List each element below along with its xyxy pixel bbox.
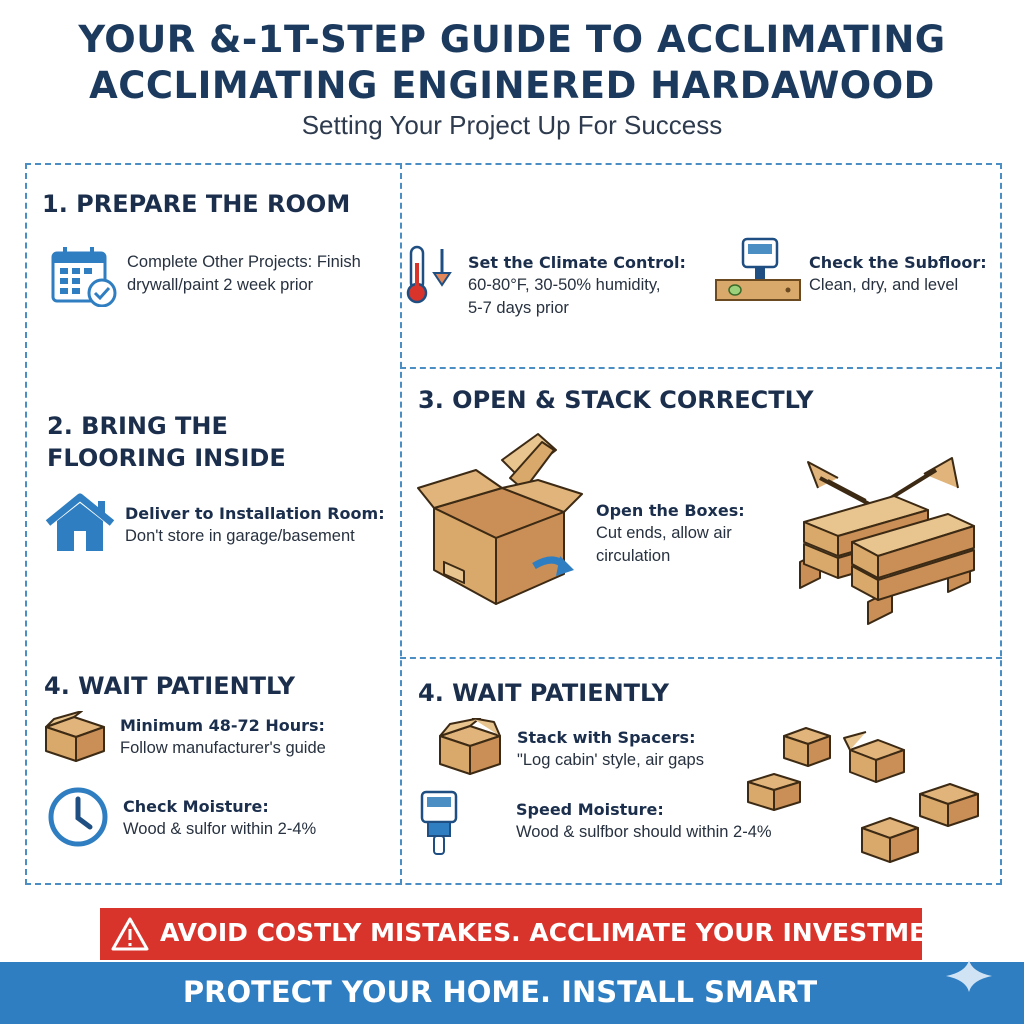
open-box-icon <box>414 430 590 608</box>
subtitle: Setting Your Project Up For Success <box>301 110 723 140</box>
prepare-item-2-line1: 60-80°F, 30-50% humidity, <box>468 276 661 294</box>
sparkle-icon <box>944 958 994 994</box>
bring-item-1-title: Deliver to Installation Room: <box>125 504 385 523</box>
wait-left-item-1 <box>120 715 395 760</box>
clock-icon <box>46 785 110 849</box>
wait-right-item-2-title: Speed Moisture: <box>516 800 664 819</box>
wait-left-item-2-title: Check Moisture: <box>123 797 269 816</box>
row-divider-2 <box>400 657 1002 659</box>
box-icon <box>42 711 108 763</box>
calendar-check-icon <box>50 245 120 307</box>
section-bring-heading-line1: 2. BRING THE <box>47 412 228 440</box>
prepare-item-1-line2: drywall/paint 2 week prior <box>127 276 314 294</box>
prepare-item-1-line1: Finish <box>316 253 361 271</box>
wait-right-item-2-line1: Wood & sulfbor should within 2-4% <box>516 823 772 841</box>
open-item-1-line2: circulation <box>596 547 671 565</box>
thermometer-icon <box>402 243 462 305</box>
warning-text: AVOID COSTLY MISTAKES. ACCLIMATE YOUR INVESTMENT <box>160 918 965 947</box>
prepare-item-1-title-a: Complete Other Projects: <box>127 253 313 271</box>
warning-icon <box>110 916 150 952</box>
bring-item-1-line1: Don't store in garage/basement <box>125 527 355 545</box>
box-icon <box>436 718 504 776</box>
footer-text: PROTECT YOUR HOME. INSTALL SMART <box>182 975 818 1009</box>
section-bring-heading-line2: FLOORING INSIDE <box>47 444 286 472</box>
wait-right-item-1-line1: "Log cabin' style, air gaps <box>517 751 704 769</box>
bring-item-1 <box>125 503 397 548</box>
open-item-1 <box>596 500 786 568</box>
wait-left-item-2-line1: Wood & sulfor within 2-4% <box>123 820 317 838</box>
prepare-item-2-line2: 5-7 days prior <box>468 299 569 317</box>
open-item-1-line1: Cut ends, allow air <box>596 524 732 542</box>
wait-left-item-1-line1: Follow manufacturer's guide <box>120 739 326 757</box>
prepare-item-3 <box>809 252 999 297</box>
title-line-2: ACCLIMATING ENGINERED HARDAWOOD <box>89 64 935 107</box>
title-line-1: YOUR &-1T-STEP GUIDE TO ACCLIMATING <box>78 18 946 61</box>
row-divider-1 <box>400 367 1002 369</box>
section-open-heading: 3. OPEN & STACK CORRECTLY <box>418 386 814 414</box>
stacked-planks-icon <box>798 452 978 630</box>
house-icon <box>44 493 116 555</box>
section-bring-heading <box>47 410 286 474</box>
level-meter-icon <box>713 236 803 306</box>
wait-right-item-1 <box>517 727 767 772</box>
moisture-meter-icon <box>418 790 460 858</box>
section-wait-left-heading: 4. WAIT PATIENTLY <box>44 672 295 700</box>
prepare-item-3-line1: Clean, dry, and level <box>809 276 959 294</box>
prepare-item-3-title: Check the Subfloor: <box>809 253 987 272</box>
scattered-boxes-icon <box>744 722 994 870</box>
prepare-item-2 <box>468 252 698 320</box>
wait-left-item-1-title: Minimum 48-72 Hours: <box>120 716 325 735</box>
prepare-item-2-title: Set the Climate Control: <box>468 253 686 272</box>
header <box>0 0 1024 150</box>
prepare-item-1 <box>127 251 392 297</box>
open-item-1-title: Open the Boxes: <box>596 501 745 520</box>
wait-right-item-1-title: Stack with Spacers: <box>517 728 696 747</box>
section-prepare-heading: 1. PREPARE THE ROOM <box>42 190 351 218</box>
section-wait-right-heading: 4. WAIT PATIENTLY <box>418 679 669 707</box>
wait-left-item-2 <box>123 796 398 841</box>
